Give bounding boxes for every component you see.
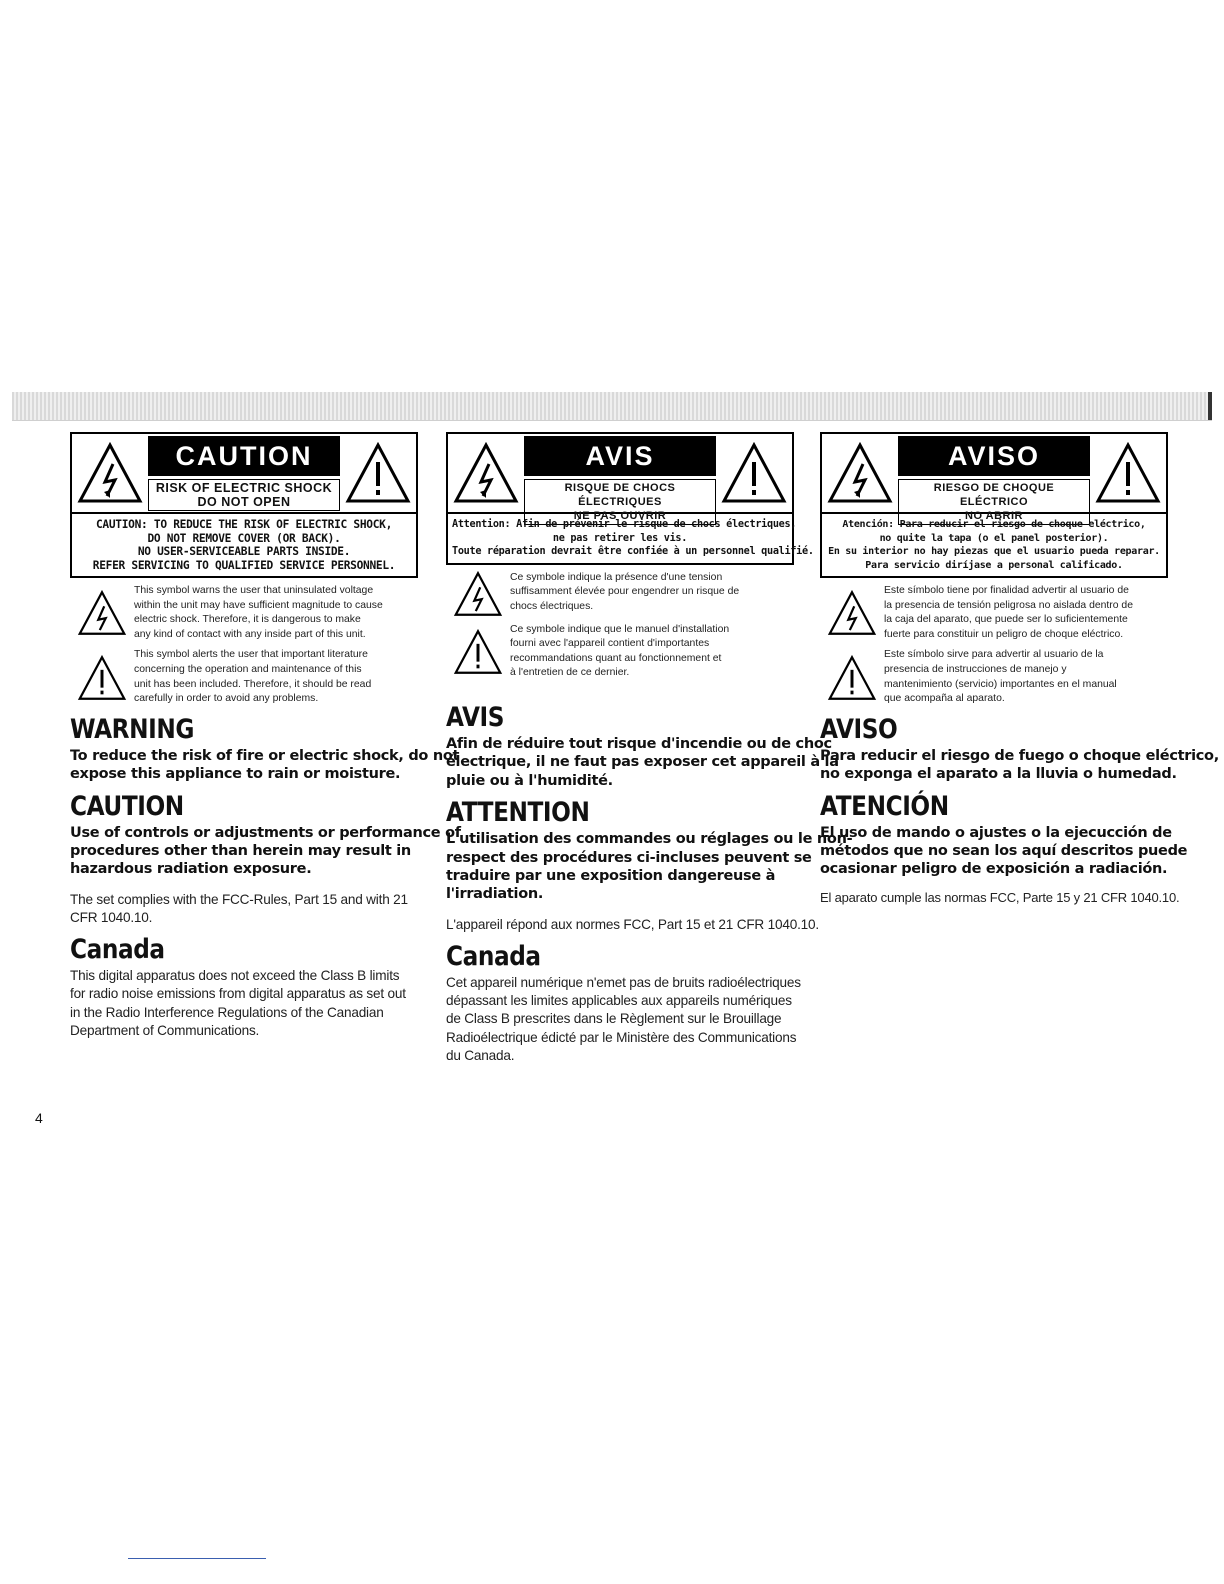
avis-text: Afin de réduire tout risque d'incendie ou de choc électrique, il ne faut pas exposer cet appareil à la pluie ou à l'humidité.	[446, 735, 839, 789]
exclamation-warning-icon	[1095, 442, 1161, 504]
symbol-explanation-exclamation: Este símbolo sirve para advertir al usuario de la presencia de instrucciones de manejo y mantenimiento (servicio) importantes en el manual que acompaña al aparato.	[820, 648, 1168, 706]
fcc-text: L'appareil répond aux normes FCC, Part 15 et 21 CFR 1040.10.	[446, 916, 819, 932]
warning-heading: WARNING	[70, 713, 194, 745]
lightning-warning-icon	[76, 590, 128, 636]
canada-heading: Canada	[70, 934, 165, 966]
label-title: CAUTION	[148, 436, 340, 476]
spanish-column	[820, 432, 1219, 907]
lightning-warning-icon	[452, 571, 504, 617]
symbol-explanation-lightning: Ce symbole indique la présence d'une tension suffisamment élevée pour engendrer un risque de chocs électriques.	[446, 571, 794, 617]
label-title: AVISO	[898, 436, 1090, 476]
symbol-explanation-lightning: Este símbolo tiene por finalidad advertir al usuario de la presencia de tensión peligrosa no aislada dentro de la caja del aparato, que puede ser lo suficientemente fuerte para constituir un peligro de choque eléctrico.	[820, 584, 1168, 642]
lightning-warning-icon	[826, 590, 878, 636]
caution-text: Use of controls or adjustments or performance of procedures other than herein may result in hazardous radiation exposure.	[70, 824, 461, 878]
aviso-heading: AVISO	[820, 713, 898, 745]
avis-label	[446, 432, 814, 565]
symbol-explanation-lightning: This symbol warns the user that uninsulated voltage within the unit may have sufficient magnitude to cause electric shock. Therefore, it is dangerous to make any kind of contact with any inside part of this unit.	[70, 584, 418, 642]
footer-line	[128, 1558, 266, 1559]
header-band	[12, 392, 1212, 421]
atencion-text: El uso de mando o ajustes o la ejecucción de métodos que no sean los aquí descritos puede ocasionar peligro de exposición a radiación.	[820, 824, 1188, 878]
warning-text: To reduce the risk of fire or electric shock, do not expose this appliance to rain or moisture.	[70, 747, 460, 783]
label-body: Attention: Afin de prévenir le risque de chocs électriques, ne pas retirer les vis. Toute réparation devrait être confiée à un personnel qualifié.	[452, 519, 814, 557]
label-subtitle: RISK OF ELECTRIC SHOCK DO NOT OPEN	[148, 479, 340, 511]
exclamation-warning-icon	[76, 655, 128, 701]
caution-label	[70, 432, 418, 578]
label-body: Atención: Para reducir el riesgo de choque eléctrico, no quite la tapa (o el panel posterior). En su interior no hay piezas que el usuario pueda reparar. Para servicio diríjase a personal calificado.	[828, 519, 1160, 571]
aviso-text: Para reducir el riesgo de fuego o choque eléctrico, no exponga el aparato a la lluvia o humedad.	[820, 747, 1219, 783]
lightning-warning-icon	[827, 442, 893, 504]
fcc-text: The set complies with the FCC-Rules, Part 15 and with 21 CFR 1040.10.	[70, 891, 408, 925]
label-subtitle: RIESGO DE CHOQUE ELÉCTRICO NO ABRIR	[898, 479, 1090, 525]
canada-text: This digital apparatus does not exceed the Class B limits for radio noise emissions from digital apparatus as set out in the Radio Interference Regulations of the Canadian Department of Communications.	[70, 968, 406, 1038]
fcc-text: El aparato cumple las normas FCC, Parte 15 y 21 CFR 1040.10.	[820, 889, 1180, 905]
label-body: CAUTION: TO REDUCE THE RISK OF ELECTRIC SHOCK, DO NOT REMOVE COVER (OR BACK). NO USER-SERVICEABLE PARTS INSIDE. REFER SERVICING TO QUALIFIED SERVICE PERSONNEL.	[92, 518, 396, 572]
exclamation-warning-icon	[721, 442, 787, 504]
symbol-explanation-exclamation: This symbol alerts the user that important literature concerning the operation and maintenance of this unit has been included. Therefore, it should be read carefully in order to avoid any problems.	[70, 648, 418, 706]
lightning-warning-icon	[77, 442, 143, 504]
attention-heading: ATTENTION	[446, 797, 590, 829]
french-column	[446, 432, 853, 1065]
canada-heading: Canada	[446, 940, 541, 972]
exclamation-warning-icon	[345, 442, 411, 504]
attention-text: L'utilisation des commandes ou réglages ou le non- respect des procédures ci-incluses peuvent se traduire par une exposition dangereuse à l'irradiation.	[446, 831, 853, 903]
symbol-explanation-exclamation: Ce symbole indique que le manuel d'installation fourni avec l'appareil contient d'importantes recommandations quant au fonctionnement et à l'entretien de ce dernier.	[446, 623, 794, 681]
caution-heading: CAUTION	[70, 790, 184, 822]
english-column	[70, 432, 461, 1040]
exclamation-warning-icon	[826, 655, 878, 701]
canada-text: Cet appareil numérique n'emet pas de bruits radioélectriques dépassant les limites applicables aux appareils numériques de Class B prescrites dans le Règlement sur le Brouillage Radioélectrique édicté par le Ministère des Communications du Canada.	[446, 974, 801, 1063]
lightning-warning-icon	[453, 442, 519, 504]
atencion-heading: ATENCIÓN	[820, 790, 949, 822]
aviso-label	[820, 432, 1168, 578]
exclamation-warning-icon	[452, 629, 504, 675]
label-subtitle: RISQUE DE CHOCS ÉLECTRIQUES NE PAS OUVRIR	[524, 479, 716, 525]
label-title: AVIS	[524, 436, 716, 476]
avis-heading: AVIS	[446, 701, 505, 733]
page-number: 4	[35, 1110, 43, 1126]
